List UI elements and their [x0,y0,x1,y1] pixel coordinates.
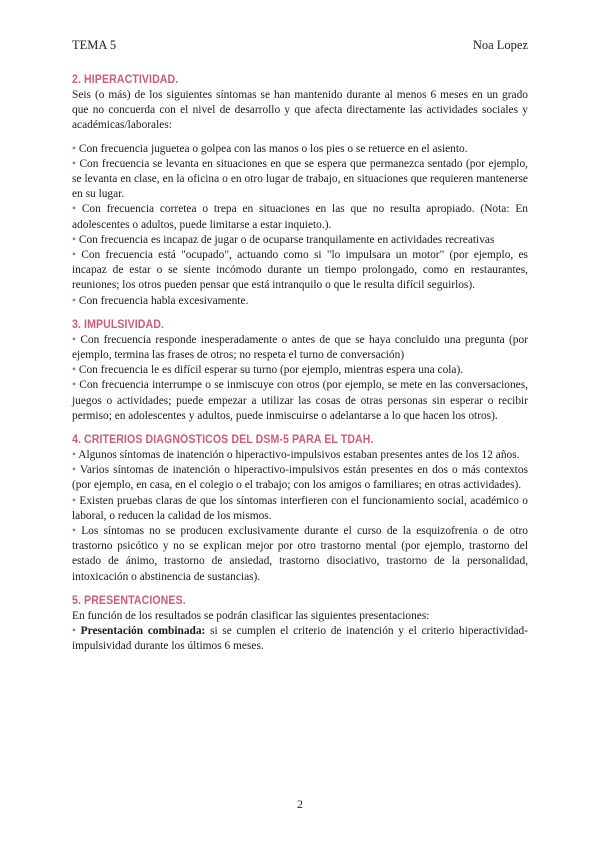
header-author: Noa Lopez [472,38,528,52]
bullet-icon: • [72,525,82,538]
list-item: • Existen pruebas claras de que los síntomas interfieren con el funcionamiento social, académico o laboral, o reducen la calidad de los mismos. [72,494,528,522]
list-item: • Los síntomas no se producen exclusivamente durante el curso de la esquizofrenia o de otro trastorno psicótico y no se explican mejor por otro trastorno mental (por ejemplo, trastorno del estado de ánimo, trastorno de ansiedad, trastorno disociativo, trastorno de la personalidad, intoxicación o abstinencia de sustancias). [72,525,528,583]
bullet-icon: • [72,233,79,246]
section-title: 5. PRESENTACIONES. [72,594,186,607]
bullet-icon: • [72,379,80,392]
list-item: • Con frecuencia es incapaz de jugar o de ocuparse tranquilamente en actividades recreativas [72,233,495,246]
bullet-icon: • [72,203,82,216]
header-topic: TEMA 5 [72,38,117,52]
document-body [72,72,528,663]
bullet-icon: • [72,249,82,262]
list-item: • Con frecuencia está "ocupado", actuando como si "lo impulsara un motor" (por ejemplo, es incapaz de estar o se siente incómodo durante un tiempo prolongado, como en restaurantes, reuniones; los otros pueden pensar que está intranquilo o que le resulta difícil seguirlos). [72,249,528,292]
section-impulsividad [72,317,528,424]
page-number: 2 [297,797,303,811]
section-title: 3. IMPULSIVIDAD. [72,318,165,331]
bullet-icon: • [72,494,80,507]
bullet-icon: • [72,449,79,462]
term-label: Presentación combinada: [80,625,206,638]
list-item: • Con frecuencia corretea o trepa en situaciones en las que no resulta apropiado. (Nota: En adolescentes o adultos, puede limitarse a estar inquieto.). [72,203,528,231]
section-intro: En función de los resultados se podrán clasificar las siguientes presentaciones: [72,609,430,622]
bullet-icon: • [72,333,81,346]
bullet-icon: • [72,142,79,155]
list-item: • Con frecuencia responde inesperadamente o antes de que se haya concluido una pregunta (por ejemplo, termina las frases de otros; no respeta el turno de conversación) [72,333,528,362]
section-title: 2. HIPERACTIVIDAD. [72,74,179,86]
list-item: • Con frecuencia interrumpe o se inmiscuye con otros (por ejemplo, se mete en las conversaciones, juegos o actividades; puede empezar a utilizar las cosas de otras personas sin esperar o recibir permiso; en adolescentes y adultos, puede inmiscuirse o adelantarse a lo que hacen los otros). [72,379,528,422]
bullet-icon: • [72,625,81,638]
list-item: • Con frecuencia juguetea o golpea con las manos o los pies o se retuerce en el asiento. [72,142,468,155]
section-title: 4. CRITERIOS DIAGNÓSTICOS DEL DSM-5 PARA EL TDAH. [72,434,374,447]
bullet-icon: • [72,464,80,477]
list-item: • Varios síntomas de inatención o hiperactivo-impulsivos están presentes en dos o más contextos (por ejemplo, en casa, en el colegio o el trabajo; con los amigos o familiares; en otras actividades). [72,464,528,492]
list-item: • Con frecuencia habla excesivamente. [72,294,249,307]
list-item: • Con frecuencia se levanta en situaciones en que se espera que permanezca sentado (por ejemplo, se levanta en clase, en la oficina o en otro lugar de trabajo, en situaciones que requieren mantenerse en su lugar. [72,157,528,201]
list-item: • Con frecuencia le es difícil esperar su turno (por ejemplo, mientras espera una cola). [72,364,464,377]
section-hiperactividad [72,72,528,309]
bullet-icon: • [72,157,80,170]
section-intro: Seis (o más) de los siguientes síntomas se han mantenido durante al menos 6 meses en un grado que no concuerda con el nivel de desarrollo y que afecta directamente las actividades sociales y académicas/laborales: [72,89,528,132]
list-item: • Algunos síntomas de inatención o hiperactivo-impulsivos estaban presentes antes de los 12 años. [72,449,520,462]
bullet-icon: • [72,294,79,307]
section-presentaciones [72,593,528,655]
bullet-icon: • [72,364,79,377]
list-item: • Presentación combinada: si se cumplen el criterio de inatención y el criterio hiperactividad-impulsividad durante los últimos 6 meses. [72,625,528,653]
section-criterios-dsm5 [72,432,528,585]
